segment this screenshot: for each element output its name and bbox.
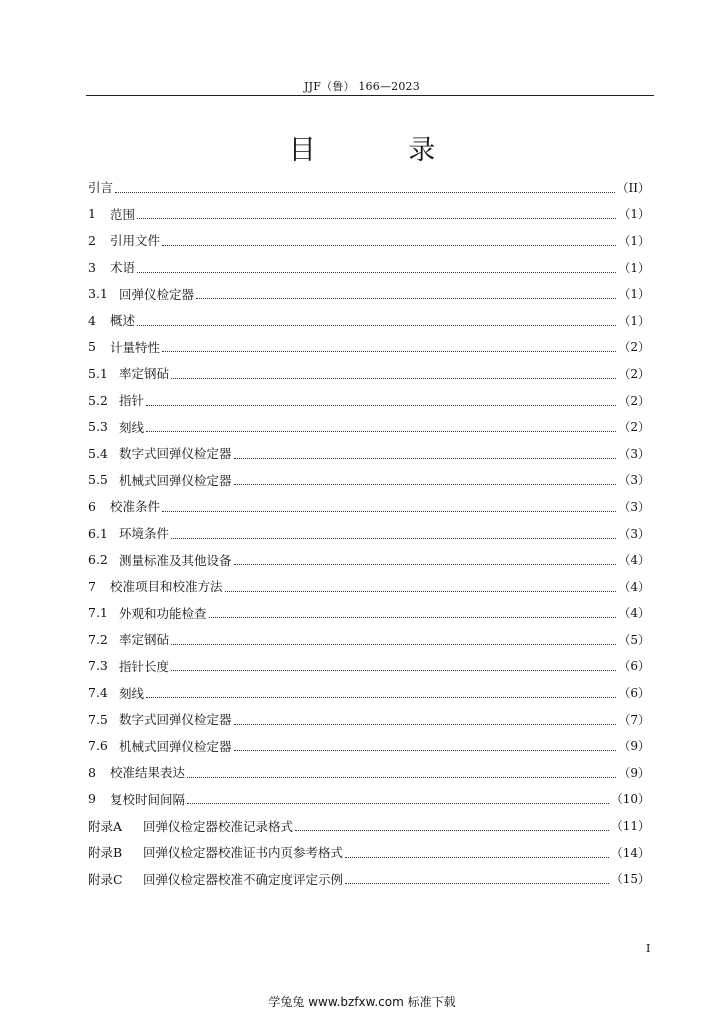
toc-entry-title: 回弹仪检定器校准不确定度评定示例 — [143, 871, 344, 887]
toc-leader-dots — [146, 697, 616, 698]
toc-entry-page: （II） — [616, 180, 650, 195]
toc-entry[interactable] — [88, 679, 650, 706]
toc-entry[interactable] — [88, 254, 650, 281]
toc-entry[interactable] — [88, 839, 650, 866]
toc-entry-title: 刻线 — [119, 685, 145, 701]
toc-entry-number: 附录B — [88, 845, 123, 861]
toc-entry[interactable] — [88, 413, 650, 440]
toc-leader-dots — [295, 830, 609, 831]
toc-entry-page: （2） — [618, 420, 650, 435]
toc-entry[interactable] — [88, 786, 650, 813]
toc-entry-number: 7.5 — [88, 711, 108, 727]
toc-entry[interactable] — [88, 626, 650, 653]
toc-entry[interactable] — [88, 201, 650, 228]
toc-entry[interactable] — [88, 732, 650, 759]
toc-entry[interactable] — [88, 573, 650, 600]
header-rule — [86, 95, 654, 96]
toc-leader-dots — [234, 564, 617, 565]
toc-entry-page: （5） — [618, 632, 650, 647]
toc-entry-page: （3） — [618, 499, 650, 514]
toc-leader-dots — [234, 750, 617, 751]
toc-entry-page: （1） — [618, 233, 650, 248]
toc-entry[interactable] — [88, 759, 650, 786]
toc-entry-title: 测量标准及其他设备 — [119, 552, 232, 568]
toc-entry-number: 7 — [88, 578, 96, 594]
toc-entry-page: （1） — [618, 313, 650, 328]
toc-leader-dots — [171, 378, 616, 379]
toc-entry-number: 附录C — [88, 871, 123, 887]
toc-entry-number: 5.3 — [88, 419, 108, 435]
toc-entry-title: 率定钢砧 — [119, 632, 170, 648]
toc-entry-page: （14） — [610, 845, 650, 860]
toc-entry-page: （4） — [618, 579, 650, 594]
toc-entry-number: 附录A — [88, 818, 123, 834]
toc-leader-dots — [171, 644, 616, 645]
toc-entry-title: 复校时间间隔 — [110, 791, 186, 807]
toc-entry[interactable] — [88, 227, 650, 254]
toc-entry-title: 回弹仪检定器校准记录格式 — [143, 818, 294, 834]
toc-entry-title: 引用文件 — [110, 233, 161, 249]
toc-entry-number: 7.4 — [88, 685, 108, 701]
toc-entry-title: 数字式回弹仪检定器 — [119, 712, 232, 728]
toc-leader-dots — [187, 803, 609, 804]
toc-entry-title: 指针长度 — [119, 658, 170, 674]
toc-entry-page: （3） — [618, 473, 650, 488]
toc-entry[interactable] — [88, 387, 650, 414]
toc-entry-number: 3 — [88, 259, 96, 275]
toc-entry-number: 9 — [88, 791, 96, 807]
toc-entry-title: 刻线 — [119, 419, 145, 435]
toc-entry-number: 5.1 — [88, 365, 108, 381]
toc-leader-dots — [137, 325, 616, 326]
toc-leader-dots — [187, 777, 616, 778]
toc-entry-title: 数字式回弹仪检定器 — [119, 446, 232, 462]
toc-entry-title: 回弹仪检定器校准证书内页参考格式 — [143, 845, 344, 861]
toc-entry-number: 7.1 — [88, 605, 108, 621]
toc-entry-title: 机械式回弹仪检定器 — [119, 738, 232, 754]
toc-entry-page: （3） — [618, 526, 650, 541]
toc-entry-number: 5.2 — [88, 392, 108, 408]
toc-entry-number: 1 — [88, 206, 96, 222]
toc-leader-dots — [345, 883, 609, 884]
toc-entry-page: （7） — [618, 712, 650, 727]
toc-entry-page: （9） — [618, 765, 650, 780]
toc-entry-number: 8 — [88, 764, 96, 780]
toc-entry-title: 环境条件 — [119, 526, 170, 542]
page-number: I — [646, 942, 651, 955]
toc-entry-title: 回弹仪检定器 — [119, 286, 195, 302]
toc-entry-title: 校准条件 — [110, 499, 161, 515]
toc-entry-title: 机械式回弹仪检定器 — [119, 472, 232, 488]
toc-entry-page: （2） — [618, 393, 650, 408]
toc-entry[interactable] — [88, 467, 650, 494]
toc-entry-number: 5.5 — [88, 472, 108, 488]
toc-entry[interactable] — [88, 280, 650, 307]
toc-leader-dots — [146, 405, 616, 406]
toc-entry-page: （2） — [618, 366, 650, 381]
toc-entry-number: 2 — [88, 232, 96, 248]
toc-entry[interactable] — [88, 546, 650, 573]
toc-entry[interactable] — [88, 307, 650, 334]
toc-entry-page: （9） — [618, 739, 650, 754]
toc-entry-number: 5 — [88, 339, 96, 355]
toc-entry-page: （1） — [618, 207, 650, 222]
toc-entry-page: （3） — [618, 446, 650, 461]
toc-entry-page: （4） — [618, 606, 650, 621]
toc-entry-title: 计量特性 — [110, 339, 161, 355]
toc-leader-dots — [162, 511, 616, 512]
toc-leader-dots — [171, 538, 616, 539]
toc-entry[interactable] — [88, 440, 650, 467]
page-title: 目 录 — [288, 135, 478, 166]
toc-entry-number: 6 — [88, 498, 96, 514]
toc-entry-title: 术语 — [110, 260, 136, 276]
toc-entry-number: 7.3 — [88, 658, 108, 674]
standard-code: JJF（鲁） 166—2023 — [304, 80, 420, 93]
toc-entry-number: 7.2 — [88, 631, 108, 647]
toc-entry[interactable] — [88, 334, 650, 361]
toc-entry-title: 范围 — [110, 206, 136, 222]
toc-leader-dots — [137, 218, 616, 219]
toc-entry-page: （11） — [610, 819, 650, 834]
toc-entry[interactable] — [88, 812, 650, 839]
table-of-contents — [88, 174, 650, 892]
toc-leader-dots — [209, 617, 617, 618]
toc-entry-page: （6） — [618, 659, 650, 674]
toc-entry[interactable] — [88, 653, 650, 680]
toc-leader-dots — [345, 857, 609, 858]
toc-leader-dots — [225, 591, 617, 592]
toc-entry[interactable] — [88, 865, 650, 892]
toc-leader-dots — [162, 351, 616, 352]
toc-entry[interactable] — [88, 520, 650, 547]
toc-entry-page: （1） — [618, 260, 650, 275]
toc-entry-page: （1） — [618, 287, 650, 302]
toc-leader-dots — [196, 298, 616, 299]
toc-entry-number: 6.1 — [88, 525, 108, 541]
toc-entry-title: 引言 — [88, 180, 114, 196]
toc-entry-title: 率定钢砧 — [119, 366, 170, 382]
toc-entry-page: （2） — [618, 340, 650, 355]
toc-leader-dots — [146, 431, 616, 432]
toc-leader-dots — [115, 192, 615, 193]
toc-entry-number: 6.2 — [88, 552, 108, 568]
toc-entry[interactable] — [88, 174, 650, 201]
toc-entry-page: （4） — [618, 553, 650, 568]
toc-entry-page: （10） — [610, 792, 650, 807]
toc-entry-number: 3.1 — [88, 286, 108, 302]
toc-entry[interactable] — [88, 360, 650, 387]
toc-leader-dots — [137, 272, 616, 273]
toc-entry[interactable] — [88, 493, 650, 520]
toc-entry-title: 校准结果表达 — [110, 765, 186, 781]
toc-entry-title: 校准项目和校准方法 — [110, 579, 223, 595]
toc-entry-number: 7.6 — [88, 738, 108, 754]
toc-entry-page: （6） — [618, 686, 650, 701]
toc-entry-number: 4 — [88, 312, 96, 328]
toc-leader-dots — [234, 484, 617, 485]
toc-entry-title: 外观和功能检查 — [119, 605, 207, 621]
toc-leader-dots — [234, 724, 617, 725]
toc-entry-page: （15） — [610, 872, 650, 887]
toc-entry-title: 概述 — [110, 313, 136, 329]
toc-entry-number: 5.4 — [88, 445, 108, 461]
toc-leader-dots — [234, 458, 617, 459]
footer-watermark: 学兔兔 www.bzfxw.com 标准下载 — [268, 995, 456, 1009]
toc-entry[interactable] — [88, 600, 650, 627]
toc-leader-dots — [171, 670, 616, 671]
toc-entry[interactable] — [88, 706, 650, 733]
toc-leader-dots — [162, 245, 616, 246]
toc-entry-title: 指针 — [119, 393, 145, 409]
